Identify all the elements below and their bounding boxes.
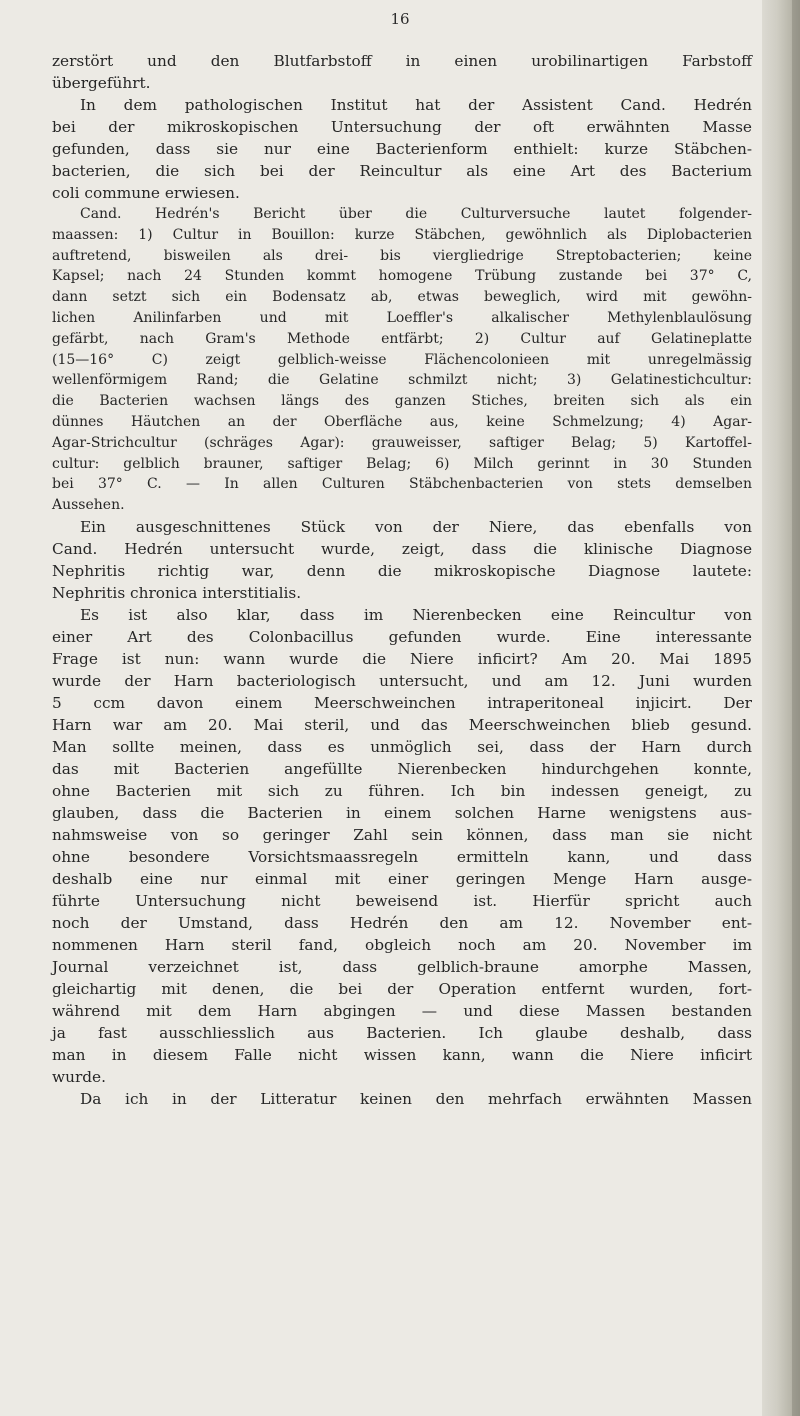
text-line: Ein ausgeschnittenes Stück von der Niere, das ebenfalls von xyxy=(80,517,752,536)
text-line: dünnes Häutchen an der Oberfläche aus, keine Schmelzung; 4) Agar- xyxy=(52,413,752,430)
text-line: führte Untersuchung nicht beweisend ist. Hierfür spricht auch xyxy=(52,891,752,910)
text-line: ohne Bacterien mit sich zu führen. Ich bin indessen geneigt, zu xyxy=(52,781,752,800)
text-line: während mit dem Harn abgingen — und diese Massen bestanden xyxy=(52,1001,752,1020)
text-line: Harn war am 20. Mai steril, und das Meerschweinchen blieb gesund. xyxy=(52,715,752,734)
text-line: übergeführt. xyxy=(52,74,151,92)
text-line: glauben, dass die Bacterien in einem solchen Harne wenigstens aus- xyxy=(52,803,752,822)
text-line: Aussehen. xyxy=(52,497,125,514)
text-line: bacterien, die sich bei der Reincultur als eine Art des Bacterium xyxy=(52,162,752,180)
text-line: lichen Anilinfarben und mit Loeffler's alkalischer Methylenblaulösung xyxy=(52,309,752,326)
paragraph-p3 xyxy=(52,204,752,516)
paragraph-p2 xyxy=(52,94,752,204)
text-line: noch der Umstand, dass Hedrén den am 12. November ent- xyxy=(52,913,752,932)
text-line: auftretend, bisweilen als drei- bis viergliedrige Streptobacterien; keine xyxy=(52,247,752,264)
paragraph-p6 xyxy=(52,1088,752,1110)
text-line: gefunden, dass sie nur eine Bacterienform enthielt: kurze Stäbchen- xyxy=(52,140,752,158)
text-line: Cand. Hedrén untersucht wurde, zeigt, dass die klinische Diagnose xyxy=(52,539,752,558)
text-line: Frage ist nun: wann wurde die Niere inficirt? Am 20. Mai 1895 xyxy=(52,649,752,668)
text-line: bei der mikroskopischen Untersuchung der oft erwähnten Masse xyxy=(52,118,752,136)
text-line: wurde. xyxy=(52,1067,106,1086)
text-line: Cand. Hedrén's Bericht über die Culturversuche lautet folgender- xyxy=(80,206,752,222)
text-line: coli commune erwiesen. xyxy=(52,184,240,202)
text-line: gleichartig mit denen, die bei der Operation entfernt wurden, fort- xyxy=(52,979,752,998)
text-line: Da ich in der Litteratur keinen den mehrfach erwähnten Massen xyxy=(80,1089,752,1108)
text-line: zerstört und den Blutfarbstoff in einen urobilinartigen Farbstoff xyxy=(52,52,752,70)
text-line: wellenförmigem Rand; die Gelatine schmilzt nicht; 3) Gelatinestichcultur: xyxy=(52,372,752,389)
text-line: In dem pathologischen Institut hat der Assistent Cand. Hedrén xyxy=(80,96,752,114)
page-number: 16 xyxy=(390,10,410,28)
text-line: deshalb eine nur einmal mit einer geringen Menge Harn ausge- xyxy=(52,869,752,888)
text-line: einer Art des Colonbacillus gefunden wurde. Eine interessante xyxy=(52,627,752,646)
page-body-text xyxy=(52,50,752,1110)
paragraph-p4 xyxy=(52,516,752,604)
paragraph-p5 xyxy=(52,604,752,1088)
page-edge-shadow xyxy=(762,0,800,1416)
text-line: ohne besondere Vorsichtsmaassregeln ermitteln kann, und dass xyxy=(52,847,752,866)
text-line: Agar-Strichcultur (schräges Agar): grauweisser, saftiger Belag; 5) Kartoffel- xyxy=(52,434,752,451)
text-line: Nephritis chronica interstitialis. xyxy=(52,583,302,602)
text-line: nahmsweise von so geringer Zahl sein können, dass man sie nicht xyxy=(52,825,752,844)
text-line: maassen: 1) Cultur in Bouillon: kurze Stäbchen, gewöhnlich als Diplobacterien xyxy=(52,226,752,243)
text-line: Es ist also klar, dass im Nierenbecken eine Reincultur von xyxy=(80,605,752,624)
text-line: cultur: gelblich brauner, saftiger Belag; 6) Milch gerinnt in 30 Stunden xyxy=(52,455,752,472)
text-line: nommenen Harn steril fand, obgleich noch am 20. November im xyxy=(52,935,752,954)
text-line: bei 37° C. — In allen Culturen Stäbchenbacterien von stets demselben xyxy=(52,476,752,493)
text-line: 5 ccm davon einem Meerschweinchen intraperitoneal injicirt. Der xyxy=(52,693,752,712)
text-line: (15—16° C) zeigt gelblich-weisse Flächencolonieen mit unregelmässig xyxy=(52,351,752,368)
text-line: dann setzt sich ein Bodensatz ab, etwas beweglich, wird mit gewöhn- xyxy=(52,289,752,306)
text-line: Kapsel; nach 24 Stunden kommt homogene Trübung zustande bei 37° C, xyxy=(52,268,752,285)
paragraph-p1 xyxy=(52,50,752,94)
text-line: Man sollte meinen, dass es unmöglich sei, dass der Harn durch xyxy=(52,737,752,756)
text-line: man in diesem Falle nicht wissen kann, wann die Niere inficirt xyxy=(52,1045,752,1064)
text-line: gefärbt, nach Gram's Methode entfärbt; 2) Cultur auf Gelatineplatte xyxy=(52,330,752,347)
text-line: wurde der Harn bacteriologisch untersucht, und am 12. Juni wurden xyxy=(52,671,752,690)
text-line: ja fast ausschliesslich aus Bacterien. Ich glaube deshalb, dass xyxy=(52,1023,752,1042)
text-line: die Bacterien wachsen längs des ganzen Stiches, breiten sich als ein xyxy=(52,393,752,410)
text-line: das mit Bacterien angefüllte Nierenbecken hindurchgehen konnte, xyxy=(52,759,752,778)
text-line: Journal verzeichnet ist, dass gelblich-braune amorphe Massen, xyxy=(52,957,752,976)
page-edge-dark-strip xyxy=(792,0,800,1416)
text-line: Nephritis richtig war, denn die mikroskopische Diagnose lautete: xyxy=(52,561,752,580)
